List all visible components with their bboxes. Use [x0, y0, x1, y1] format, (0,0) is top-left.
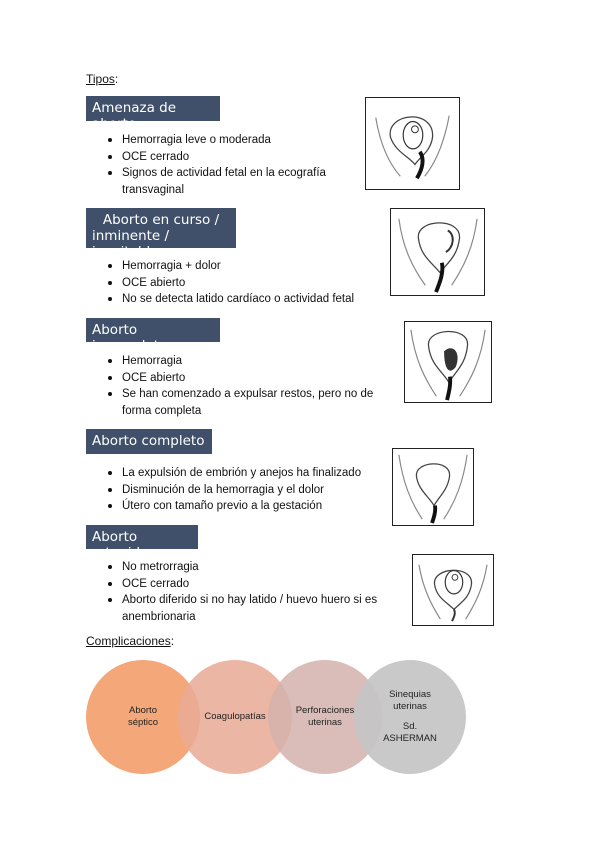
section-title-line: Amenaza de aborto: [92, 100, 177, 132]
section-title-line: inminente / inevitable: [92, 228, 170, 260]
tipos-label: [86, 72, 118, 86]
bullet-item: No metrorragia: [106, 559, 396, 576]
section-header-en-curso: [86, 208, 236, 260]
tipos-label-text: Tipos: [86, 72, 115, 86]
bullet-item: La expulsión de embrión y anejos ha finalizado: [106, 465, 386, 482]
bullets-incompleto: [106, 353, 396, 419]
section-title-line: Aborto completo: [92, 433, 205, 449]
complication-text: Coagulopatías: [204, 711, 266, 722]
complication-text: ASHERMAN: [383, 733, 437, 744]
bullet-item: No se detecta latido cardíaco o actividad fetal: [106, 291, 376, 308]
section-header-retenido: [86, 525, 198, 561]
complication-text: Sinequias: [389, 689, 431, 700]
section-header-incompleto: [86, 318, 220, 354]
bullet-item: Se han comenzado a expulsar restos, pero no de forma completa: [106, 386, 396, 419]
bullet-item: Disminución de la hemorragia y el dolor: [106, 482, 386, 499]
tipos-colon: :: [114, 72, 119, 86]
complication-text: séptico: [127, 717, 159, 728]
section-header-completo: [86, 429, 212, 454]
complication-circle-sinequias: [354, 660, 466, 774]
section-header-amenaza: [86, 96, 220, 132]
section-title-line: Aborto en curso /: [102, 212, 220, 228]
bullet-item: Hemorragia: [106, 353, 396, 370]
bullet-item: OCE abierto: [106, 370, 396, 387]
bullet-item: Hemorragia + dolor: [106, 258, 376, 275]
uterus-illustration-completo: [392, 448, 474, 526]
bullet-item: Útero con tamaño previo a la gestación: [106, 498, 386, 515]
bullet-item: OCE cerrado: [106, 149, 346, 166]
bullet-item: OCE abierto: [106, 275, 376, 292]
bullets-retenido: [106, 559, 396, 625]
complication-text: Sd.: [402, 721, 418, 732]
bullet-item: Hemorragia leve o moderada: [106, 132, 346, 149]
uterus-illustration-amenaza: [365, 97, 460, 190]
bullets-completo: [106, 465, 386, 515]
bullets-amenaza: [106, 132, 346, 198]
uterus-illustration-en-curso: [390, 208, 485, 296]
complicaciones-label: [86, 634, 174, 648]
uterus-illustration-retenido: [412, 554, 494, 626]
bullet-item: OCE cerrado: [106, 576, 396, 593]
bullet-item: Aborto diferido si no hay latido / huevo huero si es anembrionaria: [106, 592, 396, 625]
complication-spacer: [383, 713, 437, 721]
complications-diagram: [86, 658, 476, 776]
complication-text: Aborto: [128, 705, 157, 716]
complicaciones-label-text: Complicaciones: [86, 634, 171, 648]
complication-text: Perforaciones: [295, 705, 355, 716]
complication-text: uterinas: [393, 701, 427, 712]
uterus-illustration-incompleto: [404, 321, 492, 403]
section-title-line: Aborto retenido: [92, 529, 149, 561]
bullet-item: Signos de actividad fetal en la ecografía transvaginal: [106, 165, 346, 198]
complicaciones-colon: :: [170, 634, 175, 648]
section-title-line: Aborto incompleto: [92, 322, 168, 354]
bullets-en-curso: [106, 258, 376, 308]
complication-text: uterinas: [308, 717, 342, 728]
